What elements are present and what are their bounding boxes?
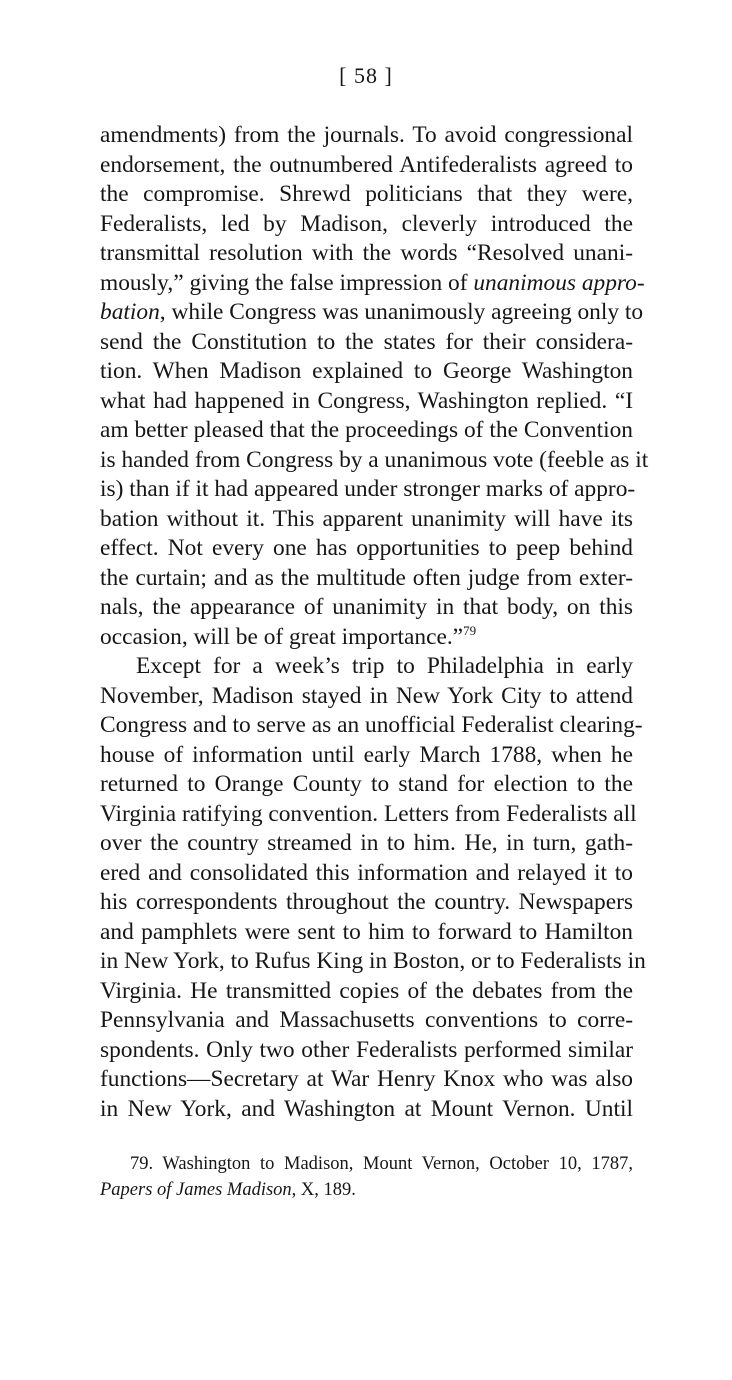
text-line: his correspondents throughout the country. Newspapers bbox=[100, 889, 633, 915]
text-line: Federalists, led by Madison, cleverly introduced the bbox=[100, 211, 633, 237]
text-line: ered and consolidated this information and relayed it to bbox=[100, 860, 633, 886]
text-line: endorsement, the outnumbered Antifederalists agreed to bbox=[100, 152, 633, 178]
text-run: occasion, will be of great importance.” bbox=[100, 624, 464, 650]
text-line: the curtain; and as the multitude often judge from exter- bbox=[100, 565, 633, 591]
text-line: send the Constitution to the states for their considera- bbox=[100, 329, 633, 355]
text-line bbox=[100, 623, 633, 653]
footnote-line: 79. Washington to Madison, Mount Vernon, October 10, 1787, bbox=[130, 1154, 633, 1174]
text-line: in New York, to Rufus King in Boston, or to Federalists in bbox=[100, 948, 646, 974]
text-line: transmittal resolution with the words “Resolved unani- bbox=[100, 240, 633, 266]
text-line: Virginia. He transmitted copies of the debates from the bbox=[100, 978, 633, 1004]
text-line: Virginia ratifying convention. Letters from Federalists all bbox=[100, 801, 637, 827]
text-line: nals, the appearance of unanimity in that body, on this bbox=[100, 594, 633, 620]
text-line: Pennsylvania and Massachusetts conventions to corre- bbox=[100, 1007, 633, 1033]
text-line: in New York, and Washington at Mount Vernon. Until bbox=[100, 1096, 633, 1122]
footnote-title: Papers of James Madison bbox=[100, 1180, 292, 1200]
text-line bbox=[100, 269, 645, 299]
text-line: functions—Secretary at War Henry Knox who was also bbox=[100, 1066, 633, 1092]
text-line: is handed from Congress by a unanimous vote (feeble as it bbox=[100, 447, 649, 473]
footnote-ref: 79 bbox=[463, 623, 477, 638]
text-line: spondents. Only two other Federalists performed similar bbox=[100, 1037, 633, 1063]
text-run: , while Congress was unanimously agreeing only to bbox=[159, 299, 644, 325]
footnote-tail: , X, 189. bbox=[291, 1180, 356, 1200]
text-line: over the country streamed in to him. He, in turn, gath- bbox=[100, 830, 633, 856]
text-line: house of information until early March 1788, when he bbox=[100, 742, 633, 768]
emphasis-text: unanimous appro- bbox=[473, 270, 645, 296]
footnote-line bbox=[100, 1178, 356, 1202]
text-line: and pamphlets were sent to him to forward to Hamilton bbox=[100, 919, 633, 945]
text-line: Congress and to serve as an unofficial Federalist clearing- bbox=[100, 712, 643, 738]
page-number: [ 58 ] bbox=[339, 63, 393, 88]
text-line: bation without it. This apparent unanimity will have its bbox=[100, 506, 633, 532]
text-line: tion. When Madison explained to George Washington bbox=[100, 358, 633, 384]
text-line: Except for a week’s trip to Philadelphia in early bbox=[136, 653, 633, 679]
text-line: is) than if it had appeared under stronger marks of appro- bbox=[100, 476, 636, 502]
emphasis-text: bation bbox=[100, 299, 160, 325]
text-line: effect. Not every one has opportunities to peep behind bbox=[100, 535, 633, 561]
text-line: November, Madison stayed in New York City to attend bbox=[100, 683, 633, 709]
text-run: mously,” giving the false impression of bbox=[100, 270, 474, 296]
text-line: amendments) from the journals. To avoid congressional bbox=[100, 122, 633, 148]
text-line: what had happened in Congress, Washington replied. “I bbox=[100, 388, 633, 414]
text-line: returned to Orange County to stand for election to the bbox=[100, 771, 633, 797]
text-line: am better pleased that the proceedings of the Convention bbox=[100, 417, 633, 443]
text-line: the compromise. Shrewd politicians that they were, bbox=[100, 181, 633, 207]
text-line bbox=[100, 298, 644, 328]
